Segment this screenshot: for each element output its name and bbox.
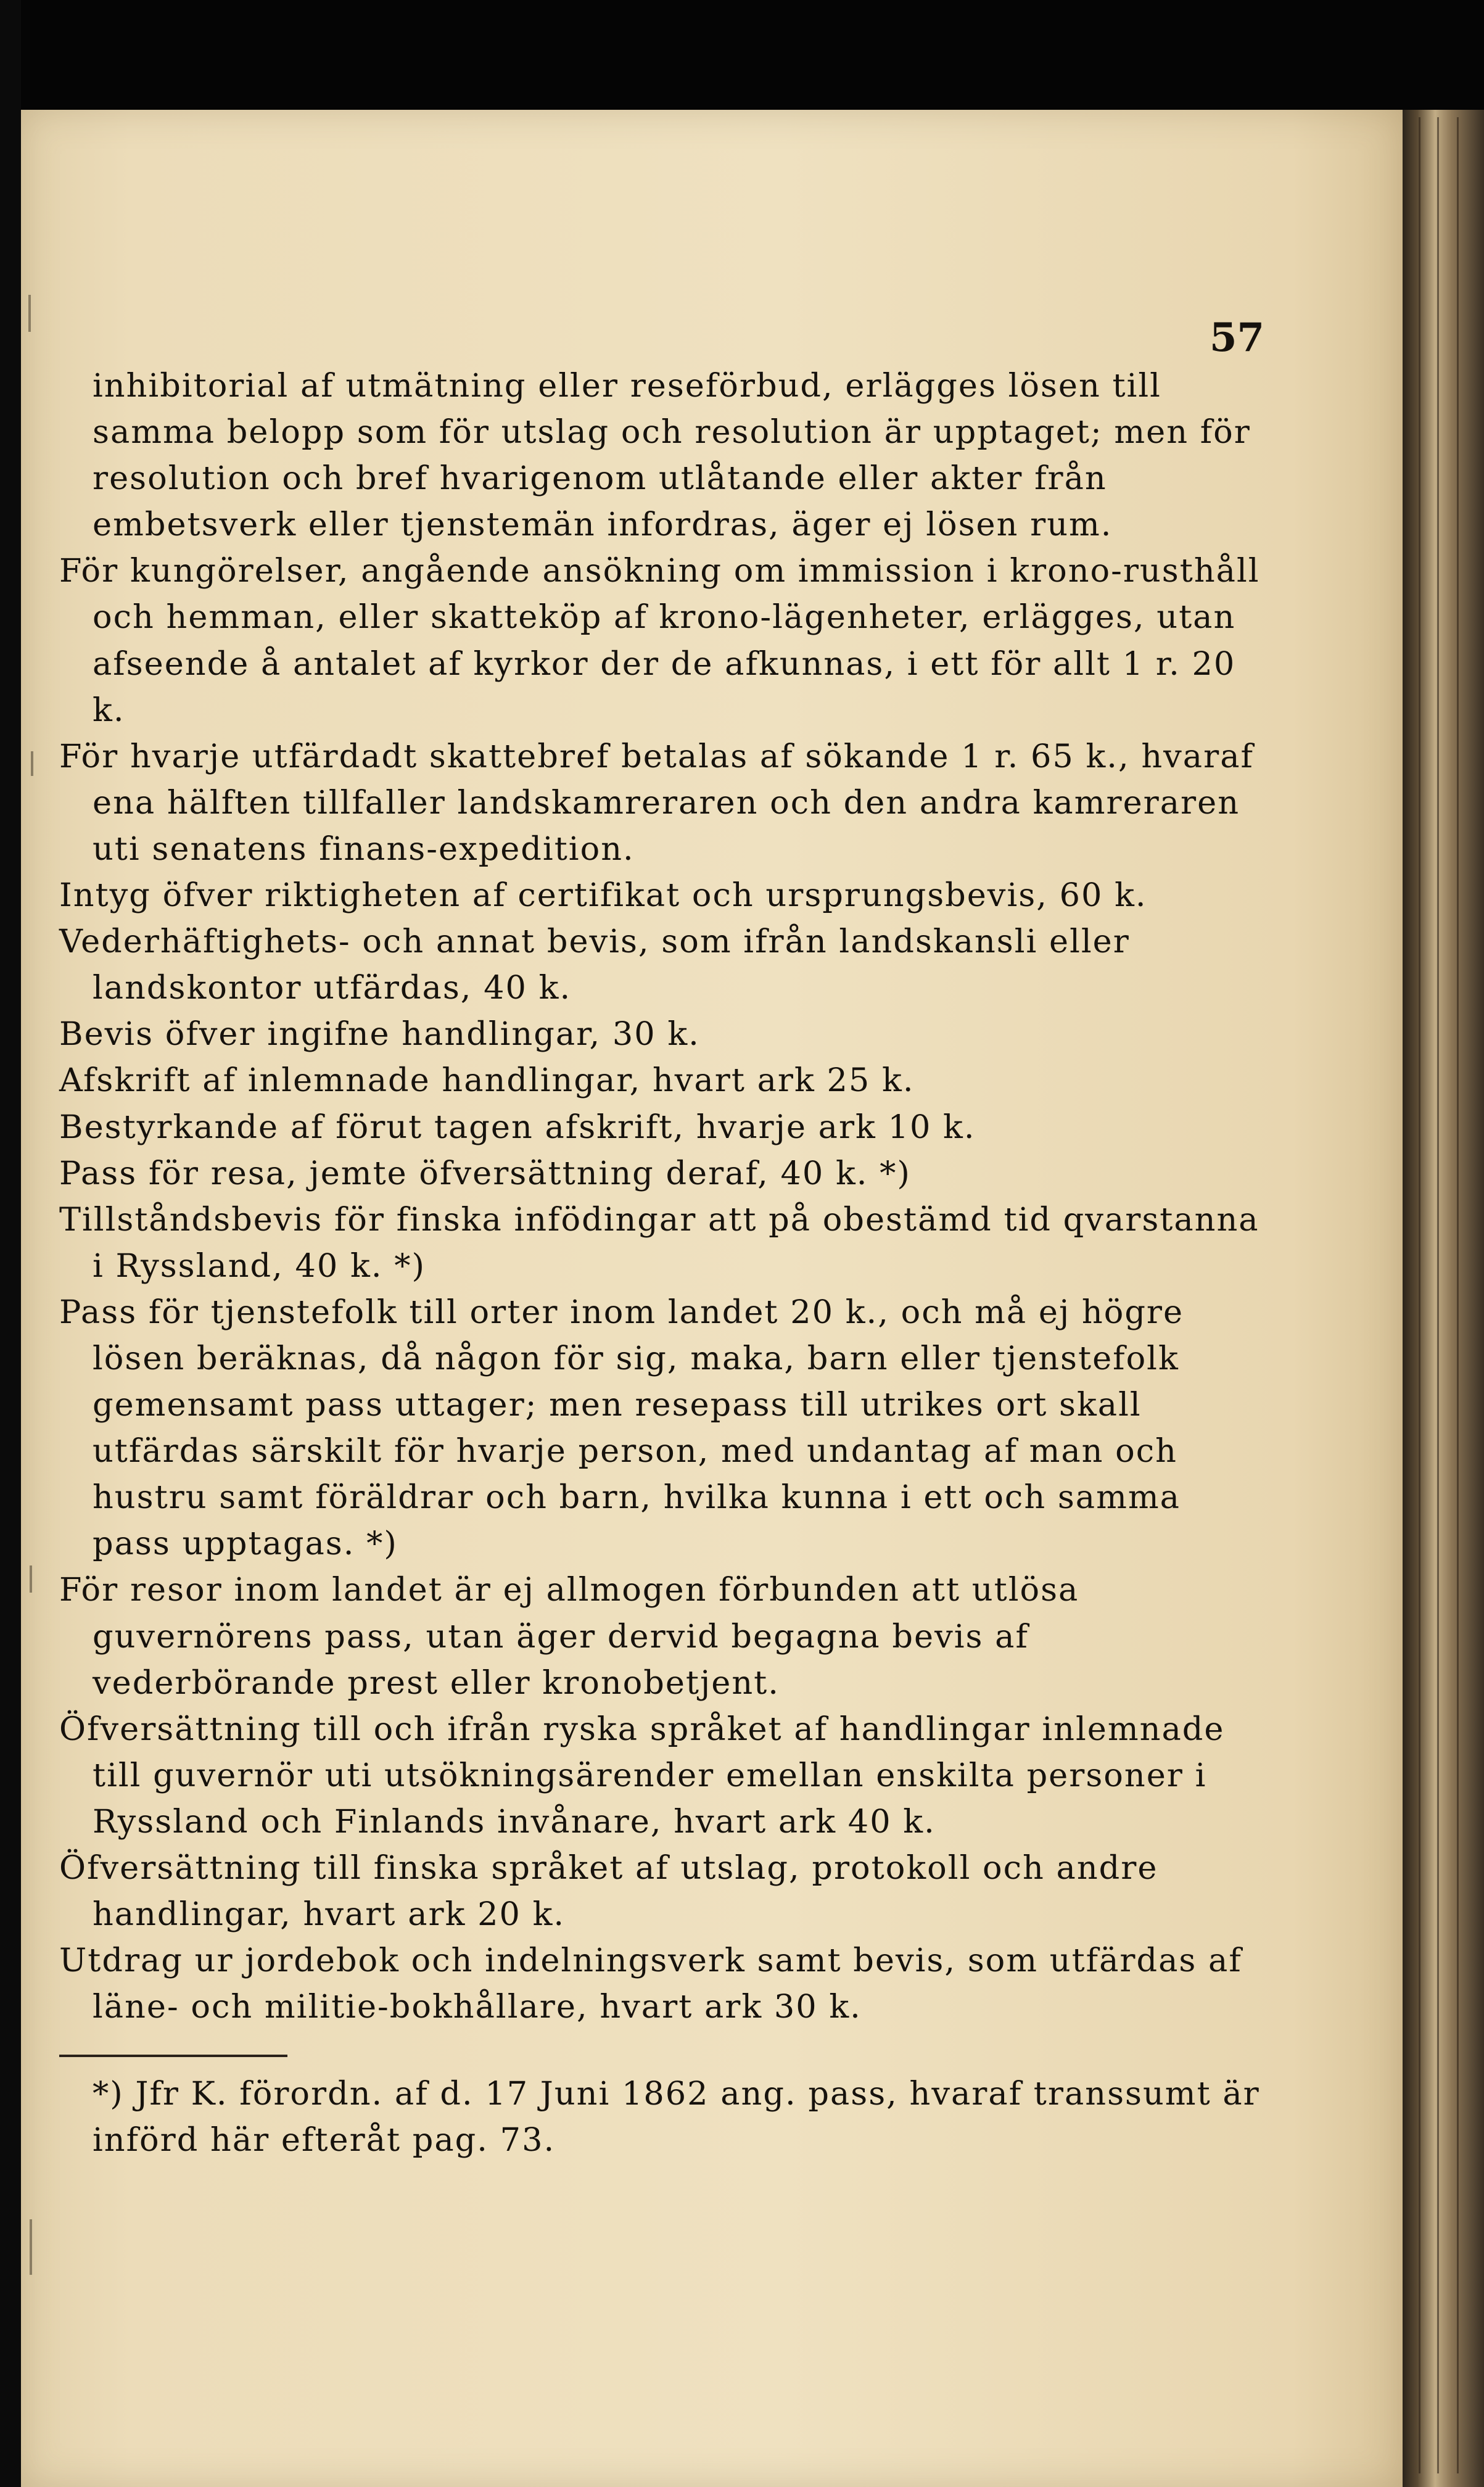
entry-kungorelser: För kungörelser, angående ansökning om immission i krono-rusthåll och hemman, eller skatteköp af krono-lägenheter, erlägges, utan afseende å antalet af kyrkor der de afkunnas, i ett för allt 1 r. 20 k. <box>59 552 1260 729</box>
entry-ofversattning-finska: Öfversättning till finska språket af utslag, protokoll och andre handlingar, hvart ark 20 k. <box>59 1849 1158 1934</box>
page-body <box>59 363 1268 2164</box>
page-edge-line <box>1457 117 1459 2473</box>
entry-utdrag-jordebok: Utdrag ur jordebok och indelningsverk samt bevis, som utfärdas af läne- och militie-bokhållare, hvart ark 30 k. <box>59 1942 1242 2026</box>
scan-background-left <box>0 0 21 2487</box>
entry-ofversattning-ryska: Öfversättning till och ifrån ryska språket af handlingar inlemnade till guvernör uti utsökningsärender emellan enskilta personer i Ryssland och Finlands invånare, hvart ark 40 k. <box>59 1710 1225 1841</box>
margin-mark <box>30 2219 32 2275</box>
entry-vederhaftighetsbevis: Vederhäftighets- och annat bevis, som ifrån landskansli eller landskontor utfärdas, 40 k. <box>59 923 1130 1007</box>
entry-tillstandsbevis: Tillståndsbevis för finska infödingar att på obestämd tid qvarstanna i Ryssland, 40 k. *) <box>59 1200 1259 1285</box>
entry-skattebref: För hvarje utfärdadt skattebref betalas af sökande 1 r. 65 k., hvaraf ena hälften tillfaller landskamreraren och den andra kamreraren uti senatens finans-expedition. <box>59 737 1254 868</box>
page-number: 57 <box>1209 315 1264 361</box>
entry-afskrift: Afskrift af inlemnade handlingar, hvart ark 25 k. <box>59 1062 915 1100</box>
margin-mark <box>28 295 31 332</box>
entry-inhibitorial: inhibitorial af utmätning eller reseförbud, erlägges lösen till samma belopp som för utslag och resolution är upptaget; men för resolution och bref hvarigenom utlåtande eller akter från embetsverk eller tjenstemän infordras, äger ej lösen rum. <box>93 367 1251 544</box>
margin-mark <box>31 751 33 776</box>
page-edge-line <box>1419 117 1420 2473</box>
entry-resor-allmogen: För resor inom landet är ej allmogen förbunden att utlösa guvernörens pass, utan äger dervid begagna bevis af vederbörande prest eller kronobetjent. <box>59 1571 1079 1702</box>
entry-pass-resa: Pass för resa, jemte öfversättning deraf, 40 k. *) <box>59 1154 911 1192</box>
footnote: *) Jfr K. förordn. af d. 17 Juni 1862 ang. pass, hvaraf transsumt är införd här efteråt pag. 73. <box>93 2075 1260 2159</box>
page-edge-stack <box>1403 110 1484 2487</box>
entry-intyg: Intyg öfver riktigheten af certifikat och ursprungsbevis, 60 k. <box>59 876 1147 915</box>
page-edge-line <box>1437 117 1439 2473</box>
entry-bestyrkande: Bestyrkande af förut tagen afskrift, hvarje ark 10 k. <box>59 1108 976 1146</box>
book-page <box>21 110 1403 2487</box>
entry-pass-tjenstefolk: Pass för tjenstefolk till orter inom landet 20 k., och må ej högre lösen beräknas, då någon för sig, maka, barn eller tjenstefolk gemensamt pass uttager; men resepass till utrikes ort skall utfärdas särskilt för hvarje person, med undantag af man och hustru samt föräldrar och barn, hvilka kunna i ett och samma pass upptagas. *) <box>59 1293 1184 1563</box>
footnote-rule <box>59 2055 287 2057</box>
margin-mark <box>30 1565 32 1593</box>
entry-bevis-handlingar: Bevis öfver ingifne handlingar, 30 k. <box>59 1015 700 1054</box>
